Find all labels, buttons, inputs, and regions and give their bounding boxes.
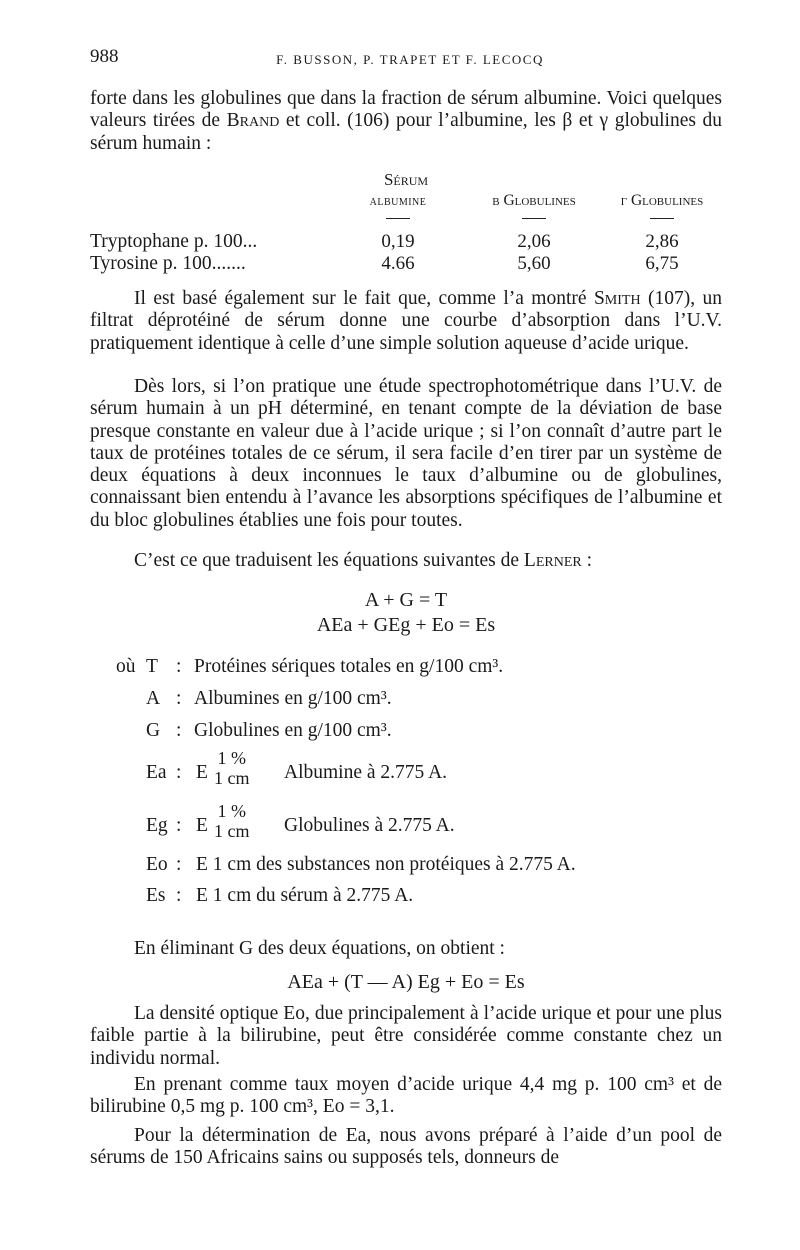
def-sep: : [176, 762, 182, 783]
para4-text-b: : [581, 550, 593, 571]
row-label-tyrosine: Tyrosine p. 100....... [90, 253, 246, 274]
table-cell: 2,86 [645, 231, 679, 252]
def-key-Ea: Ea [146, 762, 167, 783]
paragraph-ea-determination: Pour la détermination de Ea, nous avons préparé à l’aide d’un pool de sérums de 150 Africains sains ou supposés tels, donneurs de [90, 1125, 722, 1169]
author-smith: Smith [593, 288, 641, 309]
intro-line-2a: Voici quelques valeurs tirées de [90, 88, 722, 132]
row-label-tryptophane: Tryptophane p. 100... [90, 231, 258, 252]
def-text-Eo: E 1 cm des substances non protéiques à 2.775 A. [196, 854, 576, 875]
def-text-Eg: Globulines à 2.775 A. [284, 815, 455, 836]
paragraph-lerner [90, 550, 722, 572]
def-text-T: Protéines sériques totales en g/100 cm³. [194, 656, 504, 677]
def-text-A: Albumines en g/100 cm³. [194, 688, 392, 709]
header-gamma-globulines: γ Globulines [620, 192, 704, 209]
def-fraction-Ea [214, 748, 250, 788]
def-key-Eo: Eo [146, 854, 168, 875]
def-sep: : [176, 688, 182, 709]
def-text-Ea: Albumine à 2.775 A. [284, 762, 448, 783]
def-key-Eg: Eg [146, 815, 168, 836]
def-sep: : [176, 815, 182, 836]
paragraph-uric-acid: En prenant comme taux moyen d’acide urique 4,4 mg p. 100 cm³ et de bilirubine 0,5 mg p. 100 cm³, Eo = 3,1. [90, 1074, 722, 1118]
paragraph-smith [90, 288, 722, 355]
header-albumine: albumine [369, 194, 427, 209]
fraction-top: 1 % [217, 801, 246, 821]
column-dash [386, 218, 410, 219]
page-header [90, 46, 730, 76]
table-cell: 0,19 [381, 231, 415, 252]
paragraph-elimination: En éliminant G des deux équations, on obtient : [134, 938, 505, 959]
def-text-Es: E 1 cm du sérum à 2.775 A. [196, 885, 414, 906]
intro-line-1: forte dans les globulines que dans la fraction de sérum albumine. [90, 88, 602, 109]
table-cell: 2,06 [517, 231, 551, 252]
def-key-T: T [146, 656, 158, 677]
author-lerner: Lerner [523, 550, 582, 571]
paragraph-optical-density: La densité optique Eo, due principalement à l’acide urique et pour une plus faible partie à la bilirubine, peut être considérée comme constante chez un individu normal. [90, 1003, 722, 1069]
table-cell: 5,60 [517, 253, 551, 274]
def-sep: : [176, 720, 182, 741]
header-serum: Sérum [383, 170, 429, 189]
equation-3: AEa + (T — A) Eg + Eo = Es [287, 971, 525, 993]
def-key-Es: Es [146, 885, 166, 906]
def-key-A: A [146, 688, 161, 709]
paragraph-spectrophotometry: Dès lors, si l’on pratique une étude spectrophotométrique dans l’U.V. de sérum humain à un pH déterminé, en tenant compte de la déviation de base presque constante en valeur due à l’acide urique ; si l’on connaît d’autre part le taux de protéines totales de ce sérum, il sera facile d’en tirer par un système de deux équations à deux inconnues le taux d’albumine ou de globulines, connaissant bien entendu à l’avance les absorptions spécifiques de l’albumine et du bloc globulines établies une fois pour toutes. [90, 376, 722, 531]
para2-text-b: (107), un filtrat déprotéiné de sérum donne une courbe d’absorption dans l’U.V. pratiquement identique à celle d’une simple solution aqueuse d’acide urique. [90, 288, 722, 354]
author-brand: Brand [226, 110, 280, 132]
page-number: 988 [90, 46, 119, 67]
def-text-G: Globulines en g/100 cm³. [194, 720, 392, 741]
def-key-G: G [146, 720, 161, 741]
para2-text-a: Il est basé également sur le fait que, comme l’a montré [134, 288, 594, 309]
def-sep: : [176, 885, 182, 906]
definitions-lead: où [116, 656, 136, 677]
fraction-top: 1 % [217, 748, 246, 768]
intro-line-2b: et coll. (106) pour l’albumine, [279, 110, 528, 132]
fraction-bottom: 1 cm [214, 821, 250, 841]
intro-paragraph [90, 88, 722, 155]
intro-line-3: les β et γ globulines du sérum humain : [90, 110, 722, 154]
def-fraction-Eg [214, 801, 250, 841]
def-sep: : [176, 656, 182, 677]
header-beta-globulines: β Globulines [492, 192, 576, 209]
table-cell: 4.66 [381, 253, 415, 274]
running-head: F. BUSSON, P. TRAPET ET F. LECOCQ [276, 52, 544, 67]
table-cell: 6,75 [645, 253, 679, 274]
def-sep: : [176, 854, 182, 875]
column-dash [650, 218, 674, 219]
def-symbol-E: E [196, 762, 208, 783]
def-symbol-E: E [196, 815, 208, 836]
equation-2: AEa + GEg + Eo = Es [316, 614, 496, 636]
equation-1: A + G = T [364, 589, 448, 611]
fraction-bottom: 1 cm [214, 768, 250, 788]
para4-text-a: C’est ce que traduisent les équations suivantes de [134, 550, 524, 571]
amino-acid-table [90, 170, 730, 280]
column-dash [522, 218, 546, 219]
